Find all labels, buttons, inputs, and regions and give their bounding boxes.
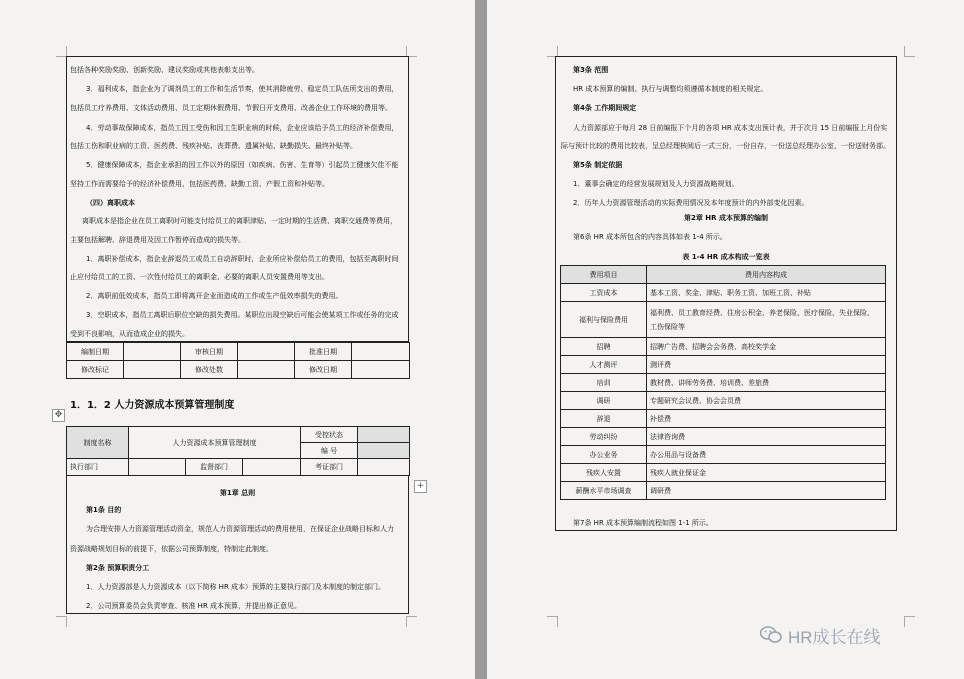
intro-line: 5．健康保障成本，指企业承担的因工作以外的原因（如疾病、伤害、生育等）引起员工健康欠佳不能	[86, 161, 399, 169]
approval-label-cell: 批准日期	[295, 343, 352, 361]
body-line: 第2条 预算职责分工	[86, 564, 150, 572]
crop-mark	[547, 616, 558, 627]
crop-mark	[904, 616, 915, 627]
cost-content-cell	[647, 338, 886, 356]
body-line: 2．公司预算委员会负责审查、核准 HR 成本预算，并提出修正意见。	[86, 602, 302, 610]
cost-content-line: 测评费	[650, 360, 671, 369]
supervise-dept-label-cell: 监督部门	[186, 459, 243, 476]
body-line: 为合理安排人力资源管理活动资金，规范人力资源管理活动的费用使用，在保证企业战略目标和人力	[86, 525, 394, 533]
intro-line: 包括员工疗养费用、文体活动费用、员工定期休假费用、节假日开支费用、改善企业工作环境的费用等。	[70, 104, 392, 112]
body-line: 1．人力资源部是人力资源成本（以下简称 HR 成本）预算的主要执行部门及本制度的制定部门。	[86, 583, 386, 591]
cost-content-cell	[647, 374, 886, 392]
cost-content-cell	[647, 392, 886, 410]
article-7: 第7条 HR 成本预算编制流程如图 1-1 所示。	[573, 519, 713, 527]
intro-line: 受到不良影响，从而造成企业的损失。	[70, 330, 189, 338]
move-handle-icon[interactable]: ✥	[52, 409, 65, 422]
status-label-cell: 受控状态	[301, 427, 358, 443]
cost-content-line: 工伤保险等	[650, 322, 685, 331]
chapter-2-title: 第2章 HR 成本预算的编制	[684, 214, 768, 222]
crop-mark	[56, 616, 67, 627]
intro-line: 包括各种奖励奖励、创新奖励、建议奖励或其他表彰支出等。	[70, 66, 259, 74]
section-heading: 1．1．2 人力资源成本预算管理制度	[70, 400, 235, 411]
intro-line: 1．离职补偿成本，指企业辞退员工或员工自动辞职时，企业所应补偿给员工的费用，包括至离职时间	[86, 255, 399, 263]
approval-value-cell	[124, 361, 181, 379]
right-line: 第4条 工作期间规定	[573, 104, 637, 112]
right-line: 第5条 制定依据	[573, 161, 623, 169]
name-label-cell: 制度名称	[67, 427, 129, 459]
exec-dept-value-cell	[129, 459, 186, 476]
cost-table-header: 费用项目	[561, 266, 647, 284]
document-page-left	[0, 0, 475, 679]
check-dept-value-cell	[358, 459, 410, 476]
right-line: 2．历年人力资源管理活动的实际费用情况及本年度预计的内外部变化因素。	[573, 199, 809, 207]
approval-label-cell: 修改处数	[181, 361, 238, 379]
approval-table	[66, 342, 410, 379]
chapter-1-title: 第1章 总则	[219, 489, 256, 497]
body-line: 资源战略规划目标的前提下，依据公司预算制度，特制定此制度。	[70, 545, 273, 553]
cost-item-cell: 人才测评	[561, 356, 647, 374]
approval-value-cell	[238, 361, 295, 379]
name-value-cell: 人力资源成本预算管理制度	[129, 427, 301, 459]
right-line: 1．董事会确定的经营发展规划及人力资源战略规划。	[573, 180, 739, 188]
cost-item-cell: 办公业务	[561, 446, 647, 464]
article-6: 第6条 HR 成本所包含的内容具体如表 1-4 所示。	[573, 233, 727, 241]
number-label-cell: 编 号	[301, 443, 358, 459]
regulation-header-table	[66, 426, 410, 476]
approval-value-cell	[238, 343, 295, 361]
cost-item-cell: 工资成本	[561, 284, 647, 302]
cost-item-cell: 招聘	[561, 338, 647, 356]
cost-item-cell: 培训	[561, 374, 647, 392]
cost-content-cell	[647, 356, 886, 374]
cost-composition-table	[560, 265, 886, 500]
supervise-dept-value-cell	[243, 459, 301, 476]
document-page-right	[487, 0, 964, 679]
right-line: 际与预计比较的费用比较表，呈总经理核阅后一式三份，一份自存，一份送总经理办公室，一份送财务部。	[561, 142, 890, 150]
approval-value-cell	[352, 343, 410, 361]
cost-item-cell: 残疾人安置	[561, 464, 647, 482]
body-line: 第1条 目的	[86, 506, 122, 514]
cost-content-line: 调研费	[650, 486, 671, 495]
right-line: 人力资源部应于每月 28 日前编报下个月的各项 HR 成本支出预计表，并于次月 15 日前编报上月份实	[573, 124, 888, 132]
intro-line: 2．离职前低效成本，指员工即将离开企业而造成的工作或生产低效率损失的费用。	[86, 292, 343, 300]
cost-content-line: 基本工资、奖金、津贴、职务工资、加班工资、补贴	[650, 288, 811, 297]
cost-content-cell	[647, 428, 886, 446]
cost-content-line: 办公用品与设备费	[650, 450, 706, 459]
cost-content-cell	[647, 302, 886, 338]
cost-content-line: 专题研究会议费、协会会员费	[650, 396, 741, 405]
cost-content-cell	[647, 464, 886, 482]
crop-mark	[406, 616, 417, 627]
cost-item-cell: 劳动纠纷	[561, 428, 647, 446]
approval-label-cell: 审核日期	[181, 343, 238, 361]
cost-content-cell	[647, 482, 886, 500]
approval-value-cell	[124, 343, 181, 361]
intro-line: 主要包括解聘、辞退费用及因工作暂停而造成的损失等。	[70, 236, 245, 244]
crop-mark	[904, 46, 915, 57]
cost-content-line: 招聘广告费、招聘会会务费、高校奖学金	[650, 342, 776, 351]
intro-line: 止应付给员工的工资、一次性付给员工的离职金、必要的离职人员安置费用等支出。	[70, 273, 329, 281]
watermark	[760, 622, 881, 648]
intro-line: 离职成本是指企业在员工离职时可能支付给员工的离职津贴、一定时期的生活费、离职交通费等费用，	[82, 217, 397, 225]
cost-table-header: 费用内容构成	[647, 266, 886, 284]
approval-label-cell: 编制日期	[67, 343, 124, 361]
intro-line: 4．劳动事故保障成本，指员工因工受伤和因工生职业病的时候，企业应该给予员工的经济补偿费用，	[86, 124, 399, 132]
right-line: HR 成本预算的编制、执行与调整均须遵循本制度的相关规定。	[573, 85, 768, 93]
right-line: 第3条 范围	[573, 66, 609, 74]
cost-content-line: 法律咨询费	[650, 432, 685, 441]
approval-value-cell	[352, 361, 410, 379]
cost-item-cell: 调研	[561, 392, 647, 410]
cost-item-cell: 福利与保险费用	[561, 302, 647, 338]
cost-content-line: 补偿费	[650, 414, 671, 423]
intro-line: 3．福利成本，指企业为了调剂员工的工作和生活节奏，使其消除疲劳、稳定员工队伍所支出的费用，	[86, 85, 399, 93]
cost-item-cell: 辞退	[561, 410, 647, 428]
intro-line: 3．空职成本，指员工离职后职位空缺的损失费用。某职位出现空缺后可能会使某项工作或任务的完成	[86, 311, 399, 319]
table-title: 表 1-4 HR 成本构成一览表	[682, 253, 770, 261]
wechat-icon	[760, 626, 782, 644]
exec-dept-label-cell: 执行部门	[67, 459, 129, 476]
cost-content-cell	[647, 446, 886, 464]
approval-label-cell: 修改标记	[67, 361, 124, 379]
cost-content-line: 教材费、讲师劳务费、培训费、差旅费	[650, 378, 769, 387]
number-value-cell	[358, 443, 410, 459]
intro-line: 包括工伤和职业病的工资、医药费、残疾补贴、丧葬费、遗属补贴、缺勤损失、最终补贴等。	[70, 142, 357, 150]
watermark-text: HR成长在线	[788, 627, 881, 647]
add-row-icon[interactable]: +	[414, 480, 427, 493]
cost-content-line: 福利费、员工教育经费、住房公积金、养老保险、医疗保险、失业保险、	[650, 308, 874, 317]
check-dept-label-cell: 考证部门	[301, 459, 358, 476]
cost-content-cell	[647, 284, 886, 302]
cost-content-cell	[647, 410, 886, 428]
intro-line: 坚持工作而需要给予的经济补偿费用，包括医药费、缺勤工资、产假工资和补贴等。	[70, 180, 329, 188]
intro-line: （四）离职成本	[86, 199, 135, 207]
cost-item-cell: 薪酬水平市场调查	[561, 482, 647, 500]
approval-label-cell: 修改日期	[295, 361, 352, 379]
page-gap	[475, 0, 487, 679]
cost-content-line: 残疾人就业保证金	[650, 468, 706, 477]
status-value-cell	[358, 427, 410, 443]
